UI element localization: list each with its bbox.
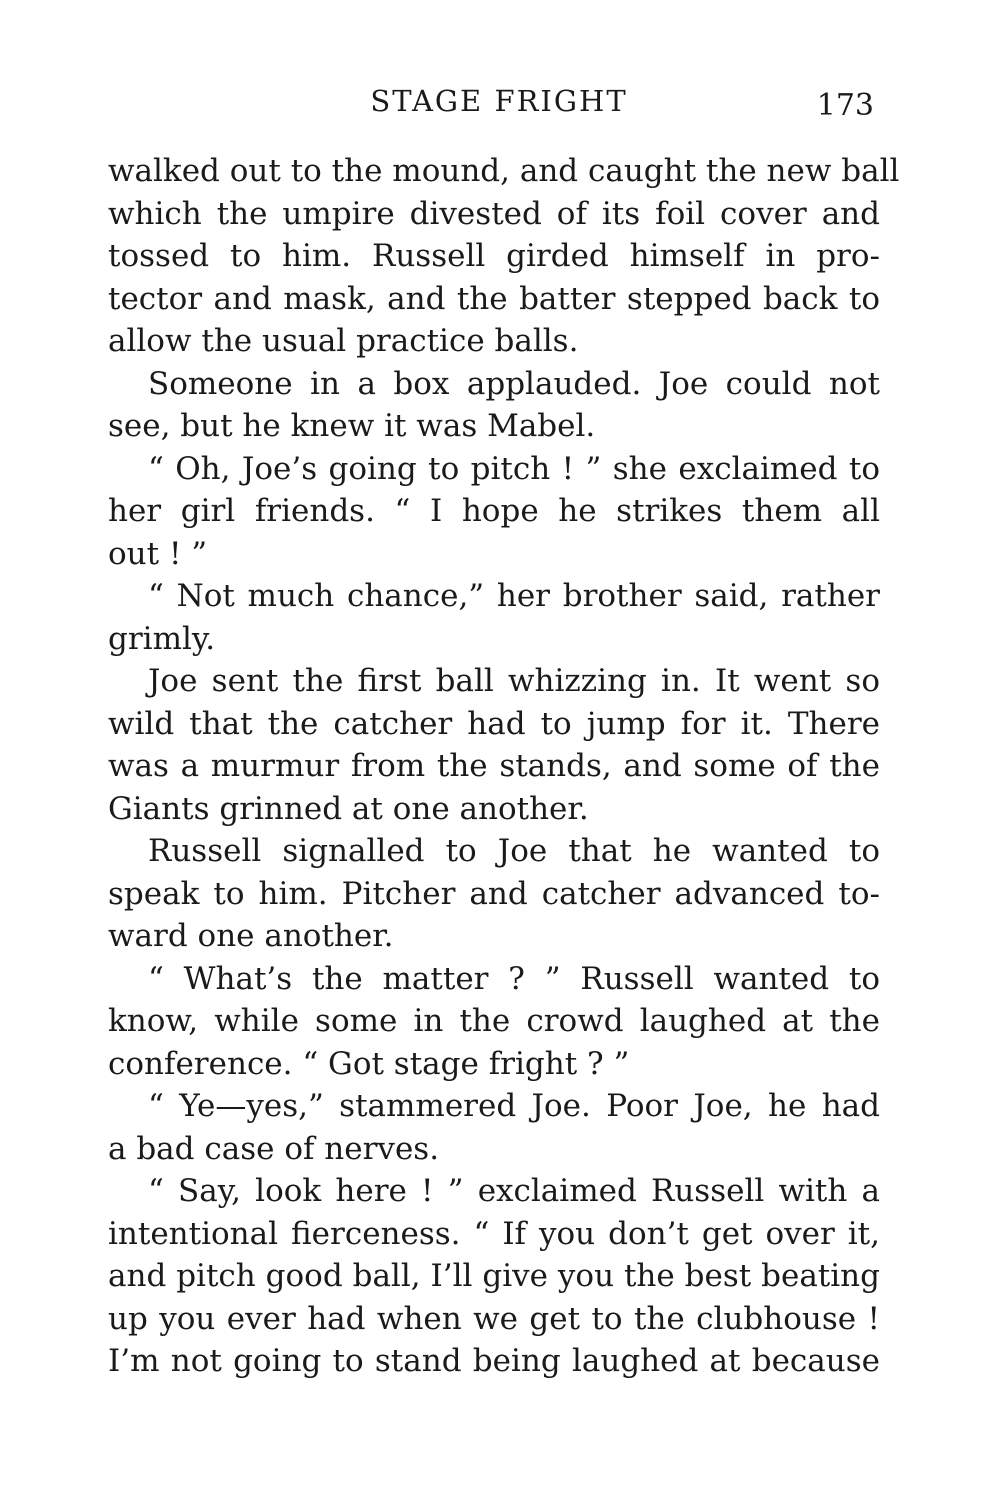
text-line: speak to him. Pitcher and catcher advanced to- [108, 875, 880, 912]
text-line: wild that the catcher had to jump for it. There [108, 705, 880, 742]
text-line: Russell signalled to Joe that he wanted to [148, 833, 880, 869]
text-line: “ Say, look here ! ” exclaimed Russell with a [148, 1173, 880, 1209]
text-line: “ Not much chance,” her brother said, rather [148, 578, 880, 614]
text-line: a bad case of nerves. [108, 1130, 440, 1167]
page-number: 173 [816, 88, 874, 123]
running-head [108, 82, 880, 126]
text-line: allow the usual practice balls. [108, 323, 579, 359]
text-line: “ Oh, Joe’s going to pitch ! ” she exclaimed to [148, 450, 880, 487]
text-line: know, while some in the crowd laughed at the [108, 1003, 880, 1039]
text-line: was a murmur from the stands, and some of the [108, 748, 880, 784]
text-line: “ What’s the matter ? ” Russell wanted to [148, 960, 880, 997]
text-line: out ! ” [108, 535, 208, 572]
text-line: her girl friends. “ I hope he strikes them all [108, 493, 880, 529]
text-line: grimly. [108, 620, 216, 657]
text-line: up you ever had when we get to the clubhouse ! [108, 1300, 880, 1337]
text-line: see, but he knew it was Mabel. [108, 408, 596, 444]
text-line: Someone in a box applauded. Joe could not [148, 365, 880, 402]
text-line: tector and mask, and the batter stepped back to [108, 280, 880, 317]
body-text [108, 150, 900, 1383]
text-line: and pitch good ball, I’ll give you the best beating [108, 1258, 880, 1294]
text-line: Giants grinned at one another. [108, 790, 589, 827]
text-line: “ Ye—yes,” stammered Joe. Poor Joe, he had [148, 1088, 880, 1124]
text-line: conference. “ Got stage fright ? ” [108, 1045, 630, 1082]
text-line: ward one another. [108, 918, 394, 954]
running-title: STAGE FRIGHT [370, 84, 628, 118]
text-line: tossed to him. Russell girded himself in pro- [108, 238, 880, 274]
text-line: intentional fierceness. “ If you don’t get over it, [108, 1215, 880, 1252]
text-line: I’m not going to stand being laughed at because [108, 1343, 880, 1379]
text-line: Joe sent the first ball whizzing in. It went so [148, 663, 880, 699]
book-page [108, 82, 900, 1383]
text-line: which the umpire divested of its foil cover and [108, 195, 880, 232]
text-line: walked out to the mound, and caught the new ball [108, 153, 900, 189]
